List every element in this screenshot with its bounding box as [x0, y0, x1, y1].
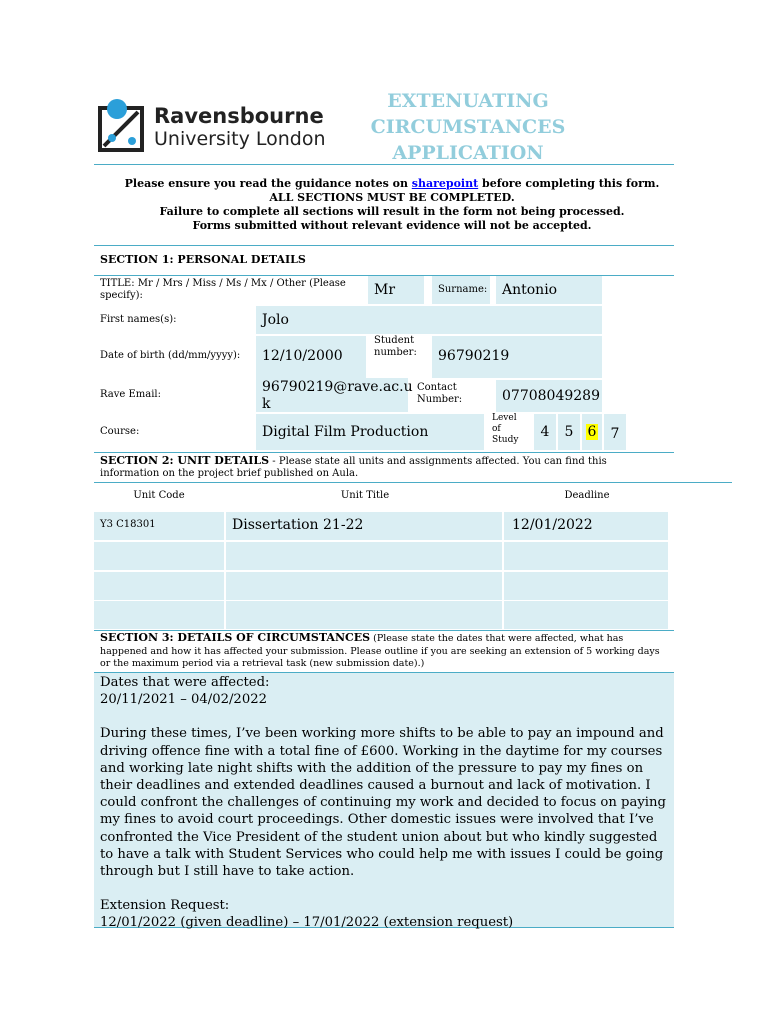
- unit-row-2-code[interactable]: [94, 542, 224, 570]
- level-option-5[interactable]: 5: [558, 414, 580, 450]
- course-field[interactable]: Digital Film Production: [256, 414, 484, 450]
- section-2-heading: SECTION 2: UNIT DETAILS - Please state all units and assignments affected. You can find this information on the project brief published on Aula.: [100, 454, 607, 479]
- guidance-line-1: Please ensure you read the guidance notes on sharepoint before completing this form.: [124, 177, 660, 190]
- title-field[interactable]: Mr: [368, 276, 424, 304]
- unit-row-3-code[interactable]: [94, 572, 224, 600]
- student-number-field[interactable]: 96790219: [432, 336, 602, 378]
- first-names-field[interactable]: Jolo: [256, 306, 602, 334]
- section-1-heading: SECTION 1: PERSONAL DETAILS: [100, 253, 306, 266]
- unit-row-3-title[interactable]: [226, 572, 502, 600]
- form-title: [368, 88, 568, 166]
- unit-row-4-title[interactable]: [226, 601, 502, 629]
- guidance-notes: [94, 177, 690, 233]
- unit-row-2-title[interactable]: [226, 542, 502, 570]
- student-number-label: Student number:: [374, 335, 417, 358]
- unit-row-1-code[interactable]: Y3 C18301: [94, 512, 224, 540]
- section-2-rule: [94, 482, 732, 483]
- unit-row-1-deadline[interactable]: 12/01/2022: [504, 512, 668, 540]
- dates-affected-label: Dates that were affected:: [100, 675, 270, 690]
- level-of-study-label: Level of Study: [492, 413, 519, 445]
- col-deadline: Deadline: [564, 490, 610, 501]
- unit-row-2-deadline[interactable]: [504, 542, 668, 570]
- logo-name: Ravensbourne: [154, 104, 324, 128]
- level-option-4[interactable]: 4: [534, 414, 556, 450]
- unit-row-3-deadline[interactable]: [504, 572, 668, 600]
- circumstances-body: During these times, I’ve been working more shifts to be able to pay an impound and driving offence fine with a total fine of £600. Working in the daytime for my courses and working late night shifts with the addition of the pressure to pay my fines on their deadlines and extended deadlines caused a burnout and lack of motivation. I could confront the challenges of continuing my work and decided to focus on paying my fines to avoid court proceedings. Other domestic issues were involved that I’ve confronted the Vice President of the student union about but who kindly suggested to have a talk with Student Services who could help me with issues I could be going through but I still have to take action.: [100, 726, 666, 880]
- col-unit-code: Unit Code: [133, 490, 185, 501]
- dates-affected-value: 20/11/2021 – 04/02/2022: [100, 692, 267, 708]
- sharepoint-link[interactable]: sharepoint: [411, 177, 479, 190]
- course-label: Course:: [100, 426, 140, 437]
- header-rule: [94, 164, 674, 165]
- section-1-end-rule: [94, 452, 674, 453]
- extension-request-label: Extension Request:: [100, 898, 230, 914]
- unit-row-1-title[interactable]: Dissertation 21-22: [226, 512, 502, 540]
- guidance-line-2: ALL SECTIONS MUST BE COMPLETED.: [269, 191, 515, 204]
- guidance-line-4: Forms submitted without relevant evidence will not be accepted.: [192, 219, 592, 232]
- email-label: Rave Email:: [100, 389, 161, 400]
- email-value-line-1: 96790219@rave.ac.u: [262, 379, 413, 395]
- logo-sub: University London: [154, 128, 326, 150]
- logo: [98, 98, 328, 154]
- unit-row-4-code[interactable]: [94, 601, 224, 629]
- guidance-rule: [94, 245, 674, 246]
- contact-number-label: Contact Number:: [417, 382, 463, 405]
- section-3-heading: SECTION 3: DETAILS OF CIRCUMSTANCES (Please state the dates that were affected, what has happened and how it has affected your submission. Please outline if you are seeking an extension of 5 working days or the maximum period via a retrieval task (new submission date).): [100, 631, 660, 669]
- surname-field[interactable]: Antonio: [496, 276, 602, 304]
- contact-number-field[interactable]: 07708049289: [496, 380, 602, 412]
- extension-request-value: 12/01/2022 (given deadline) – 17/01/2022 (extension request): [100, 915, 514, 931]
- ravensbourne-logo-mark-icon: [98, 98, 146, 154]
- level-6-highlight: 6: [587, 424, 597, 440]
- level-option-6-selected[interactable]: [582, 414, 602, 450]
- form-title-line-3: APPLICATION: [392, 142, 544, 164]
- title-label: TITLE: Mr / Mrs / Miss / Ms / Mx / Other (Please specify):: [100, 278, 346, 301]
- col-unit-title: Unit Title: [340, 490, 390, 501]
- unit-row-4-deadline[interactable]: [504, 601, 668, 629]
- circumstances-field[interactable]: [94, 672, 674, 931]
- dob-field[interactable]: 12/10/2000: [256, 336, 366, 378]
- email-field[interactable]: [256, 378, 413, 412]
- email-value-line-2: k: [262, 396, 271, 412]
- first-names-label: First names(s):: [100, 314, 177, 325]
- dob-label: Date of birth (dd/mm/yyyy):: [100, 350, 241, 361]
- form-title-line-2: CIRCUMSTANCES: [370, 116, 566, 138]
- guidance-line-3: Failure to complete all sections will result in the form not being processed.: [159, 205, 625, 218]
- surname-label: Surname:: [432, 276, 490, 304]
- form-title-line-1: EXTENUATING: [387, 90, 549, 112]
- level-option-7[interactable]: 7: [604, 414, 626, 450]
